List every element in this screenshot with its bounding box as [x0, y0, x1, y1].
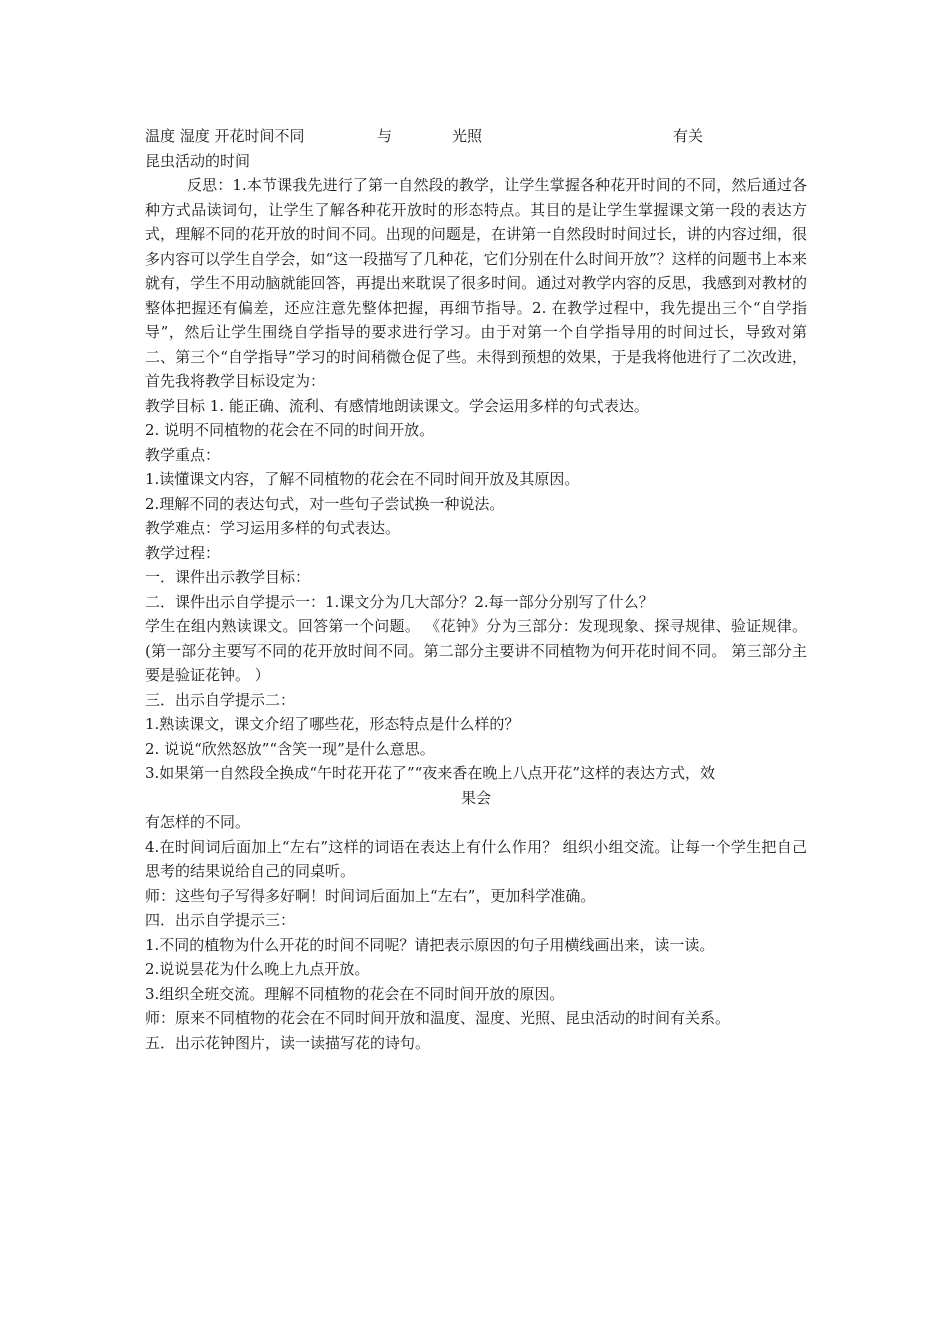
factors-row	[145, 124, 807, 149]
step-4-question: 1.不同的植物为什么开花的时间不同呢？请把表示原因的句子用横线画出来，读一读。	[145, 935, 715, 954]
step-3: 三．出示自学提示二：	[145, 690, 296, 709]
factors-row-item: 温度 湿度 开花时间不同	[145, 127, 305, 145]
teacher-remark: 师：原来不同植物的花会在不同时间开放和温度、湿度、光照、昆虫活动的时间有关系。	[145, 1009, 731, 1027]
factors-row-item: 有关	[673, 127, 704, 145]
factors-row-item: 与	[377, 127, 393, 145]
step-3-question: 3.如果第一自然段全换成“午时花开花了”“夜来香在晚上八点开花”这样的表达方式，效	[145, 764, 715, 782]
step-5: 五．出示花钟图片，读一读描写花的诗句。	[145, 1033, 431, 1052]
step-3-question: 4.在时间词后面加上“左右”这样的词语在表达上有什么作用？ 组织小组交流。让每一个学生把自己思考的结果说给自己的同桌听。	[145, 837, 807, 880]
factors-row-continued: 昆虫活动的时间	[145, 151, 251, 170]
process-heading: 教学过程：	[145, 543, 221, 562]
step-4-question: 3.组织全班交流。理解不同植物的花会在不同时间开放的原因。	[145, 984, 565, 1003]
teacher-remark: 师：这些句子写得多好啊！时间词后面加上“左右”，更加科学准确。	[145, 886, 596, 905]
factors-row-item: 光照	[452, 127, 483, 145]
step-1: 一．课件出示教学目标：	[145, 568, 311, 586]
difficulty-line: 教学难点：学习运用多样的句式表达。	[145, 519, 401, 537]
step-3-question-end: 有怎样的不同。	[145, 813, 251, 831]
step-4-question: 2.说说昙花为什么晚上九点开放。	[145, 960, 370, 978]
key-point: 1.读懂课文内容，了解不同植物的花会在不同时间开放及其原因。	[145, 470, 580, 488]
reflection-paragraph: 反思：1.本节课我先进行了第一自然段的教学，让学生掌握各种花开时间的不同，然后通过各种方式品读词句，让学生了解各种花开放时的形态特点。其目的是让学生掌握课文第一段的表达方式，理解不同的花开放的时间不同。出现的问题是，在讲第一自然段时时间过长，讲的内容过细，很多内容可以学生自学会，如“这一段描写了几种花，它们分别在什么时间开放”？这样的问题书上本来就有，学生不用动脑就能回答，再提出来耽误了很多时间。通过对教学内容的反思，我感到对教材的整体把握还有偏差，还应注意先整体把握，再细节指导。2. 在教学过程中，我先提出三个“自学指导”，然后让学生围绕自学指导的要求进行学习。由于对第一个自学指导用的时间过长，导致对第二、第三个“自学指导”学习的时间稍微仓促了些。未得到预想的效果，于是我将他进行了二次改进，首先我将教学目标设定为：	[145, 176, 807, 390]
step-3-question-fragment: 果会	[460, 788, 491, 807]
document-body	[145, 124, 807, 1055]
step-2-detail: 学生在组内熟读课文。回答第一个问题。 《花钟》分为三部分：发现现象、探寻规律、验证规律。(第一部分主要写不同的花开放时间不同。第二部分主要讲不同植物为何开花时间不同。 第三部分主要是验证花钟。 ）	[145, 617, 807, 684]
key-points-heading: 教学重点：	[145, 445, 221, 464]
step-3-question: 2. 说说“欣然怒放”“含笑一现”是什么意思。	[145, 739, 435, 758]
teaching-goal-2: 2. 说明不同植物的花会在不同的时间开放。	[145, 421, 435, 439]
step-4: 四．出示自学提示三：	[145, 911, 296, 929]
step-2: 二．课件出示自学提示一：1.课文分为几大部分？2.每一部分分别写了什么？	[145, 592, 654, 611]
step-3-question: 1.熟读课文，课文介绍了哪些花，形态特点是什么样的？	[145, 715, 520, 733]
key-point: 2.理解不同的表达句式，对一些句子尝试换一种说法。	[145, 494, 505, 513]
teaching-goal-1: 教学目标 1. 能正确、流利、有感情地朗读课文。学会运用多样的句式表达。	[145, 396, 649, 415]
